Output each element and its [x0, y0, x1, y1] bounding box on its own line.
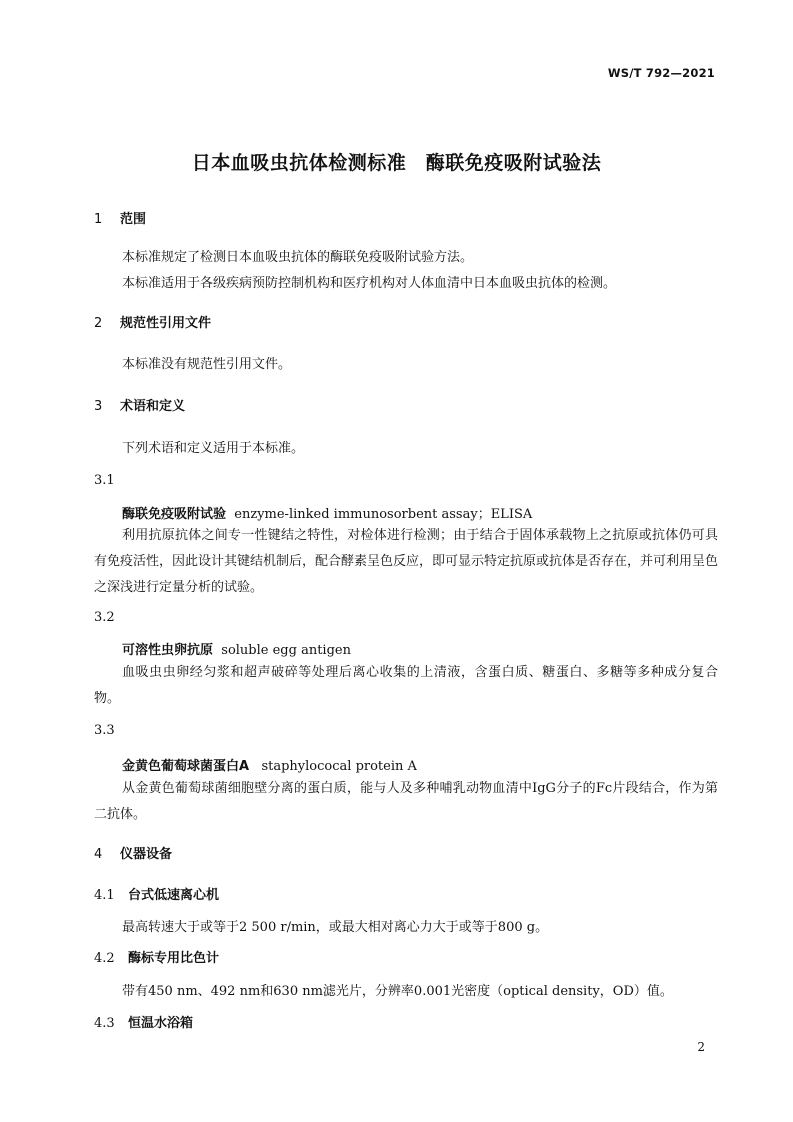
term-chinese: 金黄色葡萄球菌蛋白A	[122, 759, 250, 774]
term-entry	[122, 757, 417, 777]
subsection-heading	[94, 949, 219, 969]
paragraph: 带有450 nm、492 nm和630 nm滤光片，分辨率0.001光密度（optical density，OD）值。	[122, 984, 673, 999]
section-heading	[94, 845, 172, 865]
section-title: 仪器设备	[120, 847, 173, 862]
section-number: 1	[94, 212, 103, 227]
paragraph: 本标准适用于各级疾病预防控制机构和医疗机构对人体血清中日本血吸虫抗体的检测。	[122, 276, 617, 291]
page-number: 2	[697, 1040, 705, 1054]
term-english: soluble egg antigen	[221, 643, 351, 658]
paragraph: 本标准规定了检测日本血吸虫抗体的酶联免疫吸附试验方法。	[122, 250, 474, 265]
subsection-number: 4.3	[94, 1016, 115, 1031]
subsection-heading	[94, 1014, 193, 1034]
section-heading	[94, 210, 146, 230]
term-entry	[122, 641, 351, 661]
section-title: 术语和定义	[120, 399, 186, 414]
term-entry	[122, 505, 532, 525]
subsection-number: 4.2	[94, 951, 115, 966]
subsection-title: 酶标专用比色计	[128, 951, 220, 966]
subsection-title: 台式低速离心机	[128, 888, 220, 903]
section-heading	[94, 397, 185, 417]
subsection-number: 4.1	[94, 888, 115, 903]
term-number: 3.1	[94, 473, 115, 488]
term-chinese: 可溶性虫卵抗原	[122, 643, 214, 658]
subsection-heading	[94, 886, 219, 906]
subsection-title: 恒温水浴箱	[128, 1016, 194, 1031]
term-definition: 从金黄色葡萄球菌细胞壁分离的蛋白质，能与人及多种哺乳动物血清中IgG分子的Fc片段结合，作为第二抗体。	[94, 781, 718, 822]
section-number: 2	[94, 316, 103, 331]
section-number: 3	[94, 399, 103, 414]
section-title: 范围	[120, 212, 147, 227]
term-number: 3.2	[94, 610, 115, 625]
paragraph: 最高转速大于或等于2 500 r/min，或最大相对离心力大于或等于800 g。	[122, 920, 549, 935]
paragraph: 下列术语和定义适用于本标准。	[122, 441, 305, 456]
term-english: enzyme-linked immunosorbent assay；ELISA	[234, 507, 533, 522]
term-definition: 利用抗原抗体之间专一性键结之特性，对检体进行检测；由于结合于固体承载物上之抗原或抗体仍可具有免疫活性，因此设计其键结机制后，配合酵素呈色反应，即可显示特定抗原或抗体是否存在，并可利用呈色之深浅进行定量分析的试验。	[94, 528, 719, 595]
term-chinese: 酶联免疫吸附试验	[122, 507, 227, 522]
term-number: 3.3	[94, 723, 115, 738]
term-english: staphylococal protein A	[261, 759, 417, 774]
standard-code: WS/T 792—2021	[607, 66, 715, 80]
section-heading	[94, 314, 211, 334]
paragraph: 本标准没有规范性引用文件。	[122, 357, 292, 372]
term-definition: 血吸虫虫卵经匀浆和超声破碎等处理后离心收集的上清液，含蛋白质、糖蛋白、多糖等多种成分复合物。	[94, 665, 718, 706]
document-title: 日本血吸虫抗体检测标准 酶联免疫吸附试验法	[191, 152, 602, 174]
section-number: 4	[94, 847, 103, 862]
section-title: 规范性引用文件	[120, 316, 212, 331]
